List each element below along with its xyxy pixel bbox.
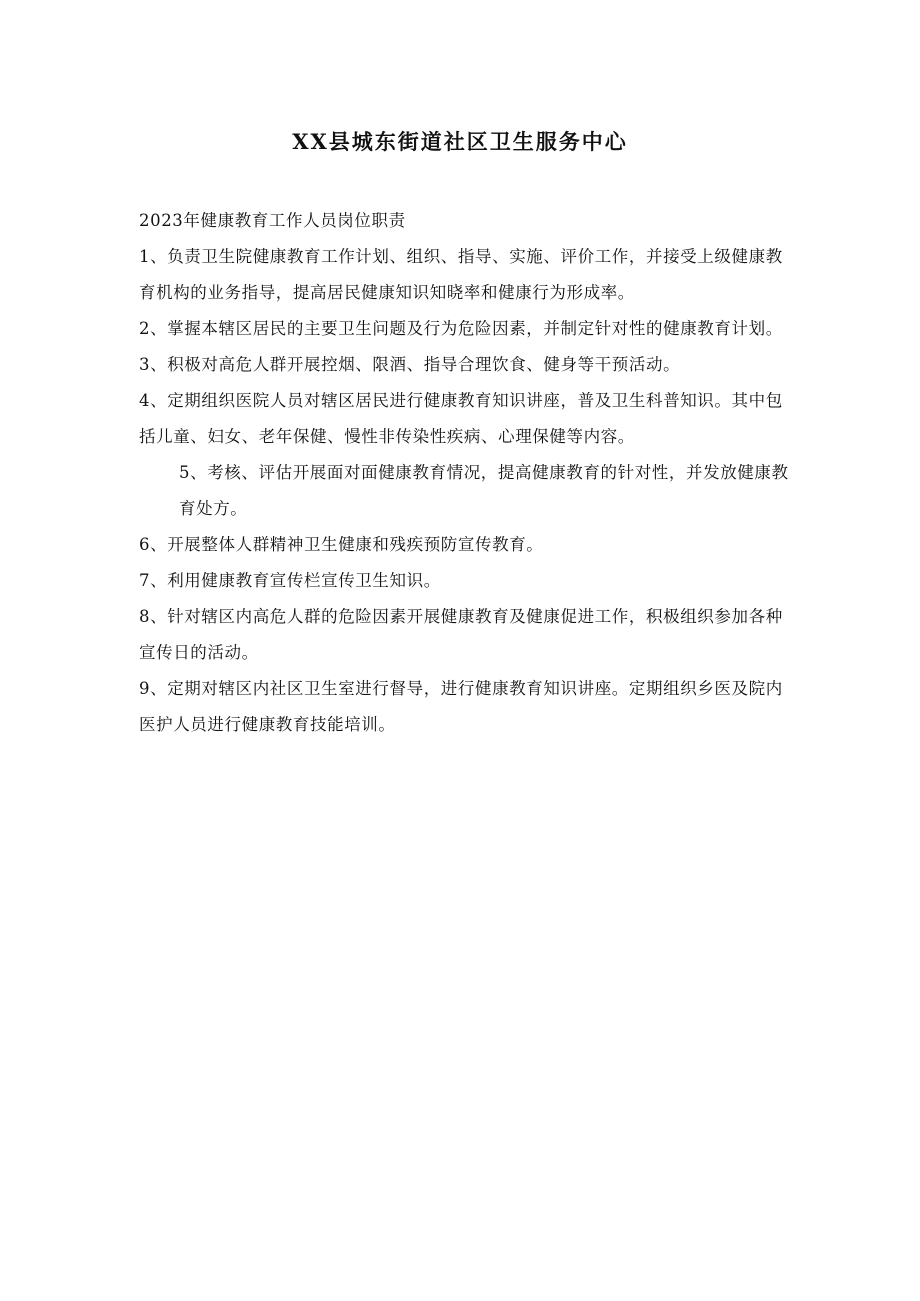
document-subtitle: 2023年健康教育工作人员岗位职责 xyxy=(139,211,406,230)
duty-item-6: 6、开展整体人群精神卫生健康和残疾预防宣传教育。 xyxy=(139,535,544,554)
duty-item-2: 2、掌握本辖区居民的主要卫生问题及行为危险因素，并制定针对性的健康教育计划。 xyxy=(139,319,783,338)
duty-item-5: 5、考核、评估开展面对面健康教育情况，提高健康教育的针对性，并发放健康教育处方。 xyxy=(179,463,789,518)
duty-item-4: 4、定期组织医院人员对辖区居民进行健康教育知识讲座，普及卫生科普知识。其中包括儿童、妇女、老年保健、慢性非传染性疾病、心理保健等内容。 xyxy=(139,391,783,446)
duty-item-8: 8、针对辖区内高危人群的危险因素开展健康教育及健康促进工作，积极组织参加各种宣传日的活动。 xyxy=(139,607,783,662)
duty-item-9: 9、定期对辖区内社区卫生室进行督导，进行健康教育知识讲座。定期组织乡医及院内医护人员进行健康教育技能培训。 xyxy=(139,679,783,734)
duty-item-1: 1、负责卫生院健康教育工作计划、组织、指导、实施、评价工作，并接受上级健康教育机构的业务指导，提高居民健康知识知晓率和健康行为形成率。 xyxy=(139,247,783,302)
duty-item-3: 3、积极对高危人群开展控烟、限酒、指导合理饮食、健身等干预活动。 xyxy=(139,355,681,374)
document-body xyxy=(139,203,789,743)
document-title: XX县城东街道社区卫生服务中心 xyxy=(292,129,628,154)
duty-item-7: 7、利用健康教育宣传栏宣传卫生知识。 xyxy=(139,571,441,590)
